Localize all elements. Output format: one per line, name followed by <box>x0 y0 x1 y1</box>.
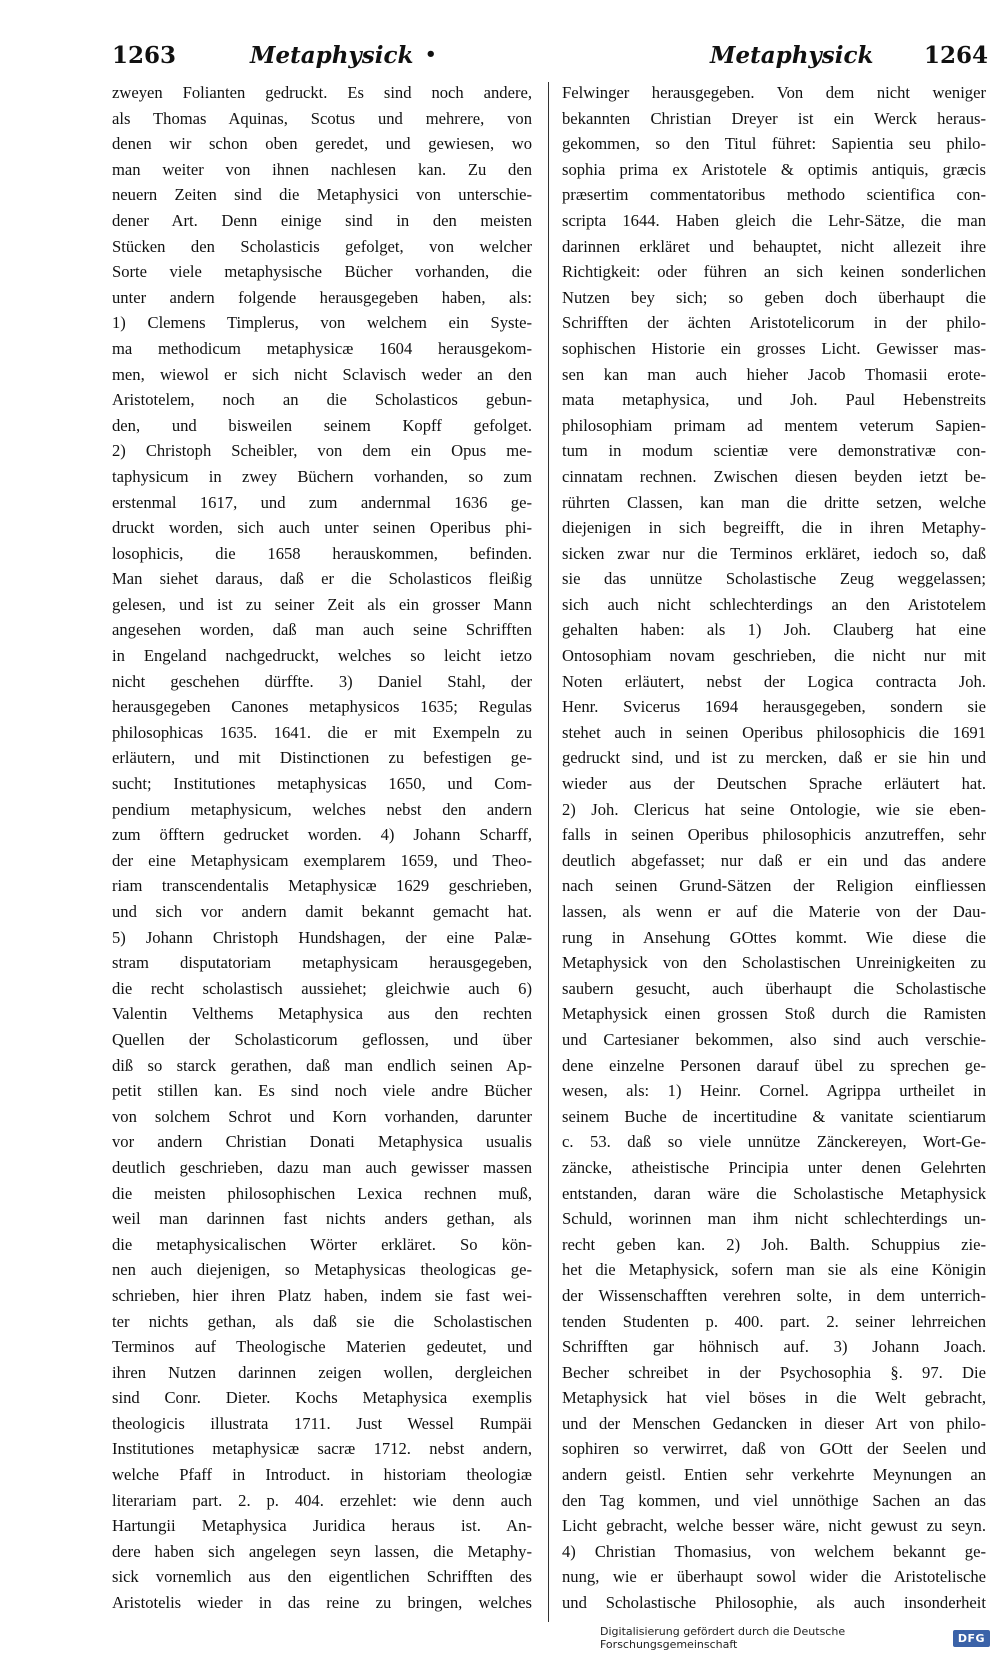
text-line: Terminos auf Theologische Materien gedeutet, und <box>112 1337 532 1357</box>
text-line: sich auch nicht schlechterdings an den Aristotelem <box>562 594 986 614</box>
text-line: seinem Buche de incertitudine & vanitate scientiarum <box>562 1106 986 1126</box>
text-line: stram disputatoriam metaphysicam herausgegeben, <box>112 953 532 973</box>
text-line: der Wissenschafften verehren solte, in dem unterrich- <box>562 1285 986 1305</box>
text-line: losophicis, die 1658 herauskommen, befinden. <box>112 543 532 563</box>
text-line: zäncke, atheistische Principia unter denen Gelehrten <box>562 1157 986 1177</box>
text-line: Man siehet daraus, daß er die Scholasticos fleißig <box>112 569 532 589</box>
text-line: nicht geschehen dürffte. 3) Daniel Stahl, der <box>112 671 532 691</box>
text-line: 5) Johann Christoph Hundshagen, der eine Palæ- <box>112 927 532 947</box>
text-line: Metaphysick hat viel böses in die Welt gebracht, <box>562 1388 986 1408</box>
text-line: rung in Ansehung GOttes kommt. Wie diese die <box>562 927 986 947</box>
text-line <box>112 1616 532 1620</box>
header-separator: • <box>425 44 437 65</box>
text-line: in Engeland nachgedruckt, welches so leicht ietzo <box>112 646 532 666</box>
text-line: man weiter von ihnen nachlesen kan. Zu den <box>112 159 532 179</box>
text-line: Valentin Velthems Metaphysica aus den rechten <box>112 1004 532 1024</box>
text-line: Schrifften gar höhnisch auf. 3) Johann Joach. <box>562 1337 986 1357</box>
text-line: stehet auch in seinen Operibus philosophicis die 1691 <box>562 722 986 742</box>
text-line: von solchem Schrot und Korn vorhanden, darunter <box>112 1106 532 1126</box>
text-line: diß so starck gerathen, daß man endlich seinen Ap- <box>112 1055 532 1075</box>
text-line: ter nichts gethan, als daß sie die Scholastischen <box>112 1311 532 1331</box>
text-line: petit stillen kan. Es sind noch viele andre Bücher <box>112 1081 532 1101</box>
text-line: und sich vor andern damit bekannt gemacht hat. <box>112 902 532 921</box>
text-line: philosophicas 1635. 1641. die er mit Exempeln zu <box>112 722 532 742</box>
text-line: saubern gesucht, auch überhaupt die Scholastische <box>562 978 986 998</box>
text-line: erstenmal 1617, und zum andernmal 1636 ge- <box>112 492 532 512</box>
text-line: zweyen Folianten gedruckt. Es sind noch andere, <box>112 83 532 102</box>
dfg-logo: DFG <box>953 1630 990 1647</box>
text-line: lassen, als wenn er auf die Materie von der Dau- <box>562 902 986 921</box>
text-line: nung, wie er überhaupt sowol wider die Aristotelische <box>562 1567 986 1587</box>
text-line: wesen, als: 1) Heinr. Cornel. Agrippa urtheilet in <box>562 1081 986 1101</box>
text-line: 4) Christian Thomasius, von welchem bekannt ge- <box>562 1541 986 1561</box>
text-line: philosophiam primam ad mentem veterum Sapien- <box>562 415 986 435</box>
text-column-left <box>112 80 532 1620</box>
text-line: entstanden, daran wäre die Scholastische Metaphysick <box>562 1183 986 1203</box>
text-line: ihren Nutzen darinnen zeigen wollen, dergleichen <box>112 1362 532 1382</box>
page-header <box>110 42 990 78</box>
text-column-right <box>562 80 986 1620</box>
text-line: Aristotelis wieder in das reine zu bringen, welches <box>112 1593 532 1613</box>
text-line: cinnatam rechnen. Zwischen diesen beyden ietzt be- <box>562 466 986 486</box>
text-line: vor andern Christian Donati Metaphysica usualis <box>112 1132 532 1152</box>
running-title-right: Metaphysick <box>710 42 874 69</box>
text-line: recht geben kan. 2) Joh. Balth. Schuppius zie- <box>562 1234 986 1254</box>
text-line: 2) Christoph Scheibler, von dem ein Opus me- <box>112 441 532 461</box>
text-line: scripta 1644. Haben gleich die Lehr-Sätze, die man <box>562 210 986 230</box>
text-line: præsertim commentatoribus methodo scientifica con- <box>562 185 986 205</box>
text-line: nen auch diejenigen, so Metaphysicas theologicas ge- <box>112 1260 532 1280</box>
text-line: sophia prima ex Aristotele & optimis antiquis, græcis <box>562 159 986 179</box>
text-line: tum in modum scientiæ vere demonstrativæ con- <box>562 441 986 461</box>
text-line: Nutzen bey sich; so geben doch überhaupt die <box>562 287 986 307</box>
text-line: dener Art. Denn einige sind in den meisten <box>112 210 532 230</box>
text-line: sophiren so verwirret, daß von GOtt der Seelen und <box>562 1439 986 1459</box>
text-line: c. 53. daß so viele unnütze Zänckereyen, Wort-Ge- <box>562 1132 986 1152</box>
text-line: unter andern folgende herausgegeben haben, als: <box>112 287 532 307</box>
text-line: gelesen, und ist zu seiner Zeit als ein grosser Mann <box>112 594 532 614</box>
text-line: druckt worden, sich auch unter seinen Operibus phi- <box>112 518 532 538</box>
text-line: Schuld, worinnen man ihm nicht schlechterdings un- <box>562 1209 986 1229</box>
column-divider <box>548 82 549 1622</box>
text-line: Licht gebracht, welche besser wäre, nicht gewust zu seyn. <box>562 1516 986 1536</box>
text-line: gedruckt sind, und ist zu mercken, daß er sie hin und <box>562 748 986 768</box>
text-line: dere haben sich angelegen seyn lassen, die Metaphy- <box>112 1541 532 1561</box>
text-line: sicken zwar nur die Terminos erkläret, iedoch so, daß <box>562 543 986 563</box>
text-line: Ontosophiam novam geschrieben, die nicht nur mit <box>562 646 986 666</box>
page-number-left: 1263 <box>112 42 177 69</box>
text-line: taphysicum in zwey Büchern vorhanden, so zum <box>112 466 532 486</box>
text-line: literariam part. 2. p. 404. erzehlet: wie denn auch <box>112 1490 532 1510</box>
text-line: gehalten haben: als 1) Joh. Clauberg hat eine <box>562 620 986 640</box>
page-footer <box>600 1627 990 1649</box>
text-line: Henr. Svicerus 1694 herausgegeben, sondern sie <box>562 697 986 717</box>
text-line: andern geistl. Entien sehr verkehrte Meynungen an <box>562 1465 986 1485</box>
text-line: theologicis illustrata 1711. Just Wessel Rumpäi <box>112 1413 532 1433</box>
text-line <box>562 1616 986 1620</box>
text-line: 2) Joh. Clericus hat seine Ontologie, wie sie eben- <box>562 799 986 819</box>
text-line: mata metaphysica, und Joh. Paul Hebenstreits <box>562 390 986 410</box>
text-line: dene einzelne Personen darauf übel zu sprechen ge- <box>562 1055 986 1075</box>
text-line: rührten Classen, kan man die dritte setzen, welche <box>562 492 986 512</box>
text-line: und Scholastische Philosophie, als auch insonderheit <box>562 1593 986 1613</box>
text-line: und der Menschen Gedancken in dieser Art von philo- <box>562 1413 986 1433</box>
text-line: schrieben, hier ihren Platz haben, indem sie fast wei- <box>112 1285 532 1305</box>
text-line: falls in seinen Operibus philosophicis anzutreffen, sehr <box>562 825 986 845</box>
text-line: Aristotelem, noch an die Scholasticos gebun- <box>112 390 532 410</box>
text-line: sophischen Historie ein grosses Licht. Gewisser mas- <box>562 338 986 358</box>
text-line: herausgegeben Canones metaphysicos 1635; Regulas <box>112 697 532 717</box>
text-line: weil man darinnen fast nichts anders gethan, als <box>112 1209 532 1229</box>
text-line: die metaphysicalischen Wörter erkläret. So kön- <box>112 1234 532 1254</box>
text-line: nach seinen Grund-Sätzen der Religion einfliessen <box>562 876 986 896</box>
text-line: darinnen erkläret und behauptet, nicht allezeit ihre <box>562 236 986 256</box>
text-line: Metaphysick von den Scholastischen Unreinigkeiten zu <box>562 953 986 973</box>
text-line: zum öfftern gedrucket worden. 4) Johann Scharff, <box>112 825 532 845</box>
text-line: bekannten Christian Dreyer ist ein Werck heraus- <box>562 108 986 128</box>
text-line: tenden Studenten p. 400. part. 2. seiner lehrreichen <box>562 1311 986 1331</box>
text-line: die meisten philosophischen Lexica rechnen muß, <box>112 1183 532 1203</box>
text-line: Felwinger herausgegeben. Von dem nicht weniger <box>562 83 986 102</box>
text-line: Becher schreibet in der Psychosophia §. 97. Die <box>562 1362 986 1382</box>
text-line: Quellen der Scholasticorum geflossen, und über <box>112 1029 532 1049</box>
text-line: welche Pfaff in Introduct. in historiam theologiæ <box>112 1465 532 1485</box>
text-line: der eine Metaphysicam exemplarem 1659, und Theo- <box>112 850 532 870</box>
text-line: erläutern, und mit Distinctionen zu befestigen ge- <box>112 748 532 768</box>
text-line: als Thomas Aquinas, Scotus und mehrere, von <box>112 108 532 128</box>
text-line: Stücken den Scholasticis gefolget, von welcher <box>112 236 532 256</box>
text-line: sick vornemlich aus den eigentlichen Schrifften des <box>112 1567 532 1587</box>
text-line: Hartungii Metaphysica Juridica heraus ist. An- <box>112 1516 532 1536</box>
text-line: denen wir schon oben geredet, und gewiesen, wo <box>112 134 532 154</box>
text-line: sie das unnütze Scholastische Zeug weggelassen; <box>562 569 986 589</box>
text-line: Sorte viele metaphysische Bücher vorhanden, die <box>112 262 532 282</box>
text-line: neuern Zeiten sind die Metaphysici von unterschie- <box>112 185 532 205</box>
text-line: sind Conr. Dieter. Kochs Metaphysica exemplis <box>112 1388 532 1408</box>
text-line: die recht scholastisch aussiehet; gleichwie auch 6) <box>112 978 532 998</box>
text-line: Noten erläutert, nebst der Logica contracta Joh. <box>562 671 986 691</box>
text-line: wieder aus der Deutschen Sprache erläutert hat. <box>562 774 986 794</box>
text-line: men, wiewol er sich nicht Sclavisch weder an den <box>112 364 532 384</box>
text-line: den Tag kommen, und viel unnöthige Sachen an das <box>562 1490 986 1510</box>
text-line: gekommen, so den Titul führet: Sapientia seu philo- <box>562 134 986 154</box>
text-line: und Cartesianer bekommen, also sind auch verschie- <box>562 1029 986 1049</box>
text-line: riam transcendentalis Metaphysicæ 1629 geschrieben, <box>112 876 532 896</box>
text-line: ma methodicum metaphysicæ 1604 herausgekom- <box>112 338 532 358</box>
text-line: Institutiones metaphysicæ sacræ 1712. nebst andern, <box>112 1439 532 1459</box>
text-line: diejenigen in sich begreifft, die in ihren Metaphy- <box>562 518 986 538</box>
text-line: angesehen worden, daß man auch seine Schrifften <box>112 620 532 640</box>
text-line: Richtigkeit: oder führen an sich keinen sonderlichen <box>562 262 986 282</box>
funding-note: Digitalisierung gefördert durch die Deutsche Forschungsgemeinschaft <box>600 1625 846 1651</box>
text-line: 1) Clemens Timplerus, von welchem ein Syste- <box>112 313 532 333</box>
page-number-right: 1264 <box>923 42 988 69</box>
text-line: het die Metaphysick, sofern man sie als eine Königin <box>562 1260 986 1280</box>
text-line: deutlich abgefasset; nur daß er ein und das andere <box>562 850 986 870</box>
text-line: Schrifften der ächten Aristotelicorum in der philo- <box>562 313 986 333</box>
text-line: pendium metaphysicum, welches nebst den andern <box>112 799 532 819</box>
text-line: Metaphysick einen grossen Stoß durch die Ramisten <box>562 1004 986 1024</box>
text-line: sen kan man auch hieher Jacob Thomasii erote- <box>562 364 986 384</box>
text-line: deutlich geschrieben, dazu man auch gewisser massen <box>112 1157 532 1177</box>
running-title-left: Metaphysick <box>250 42 414 69</box>
text-line: sucht; Institutiones metaphysicas 1650, und Com- <box>112 774 532 794</box>
text-line: den, und bisweilen seinem Kopff gefolget. <box>112 415 532 435</box>
